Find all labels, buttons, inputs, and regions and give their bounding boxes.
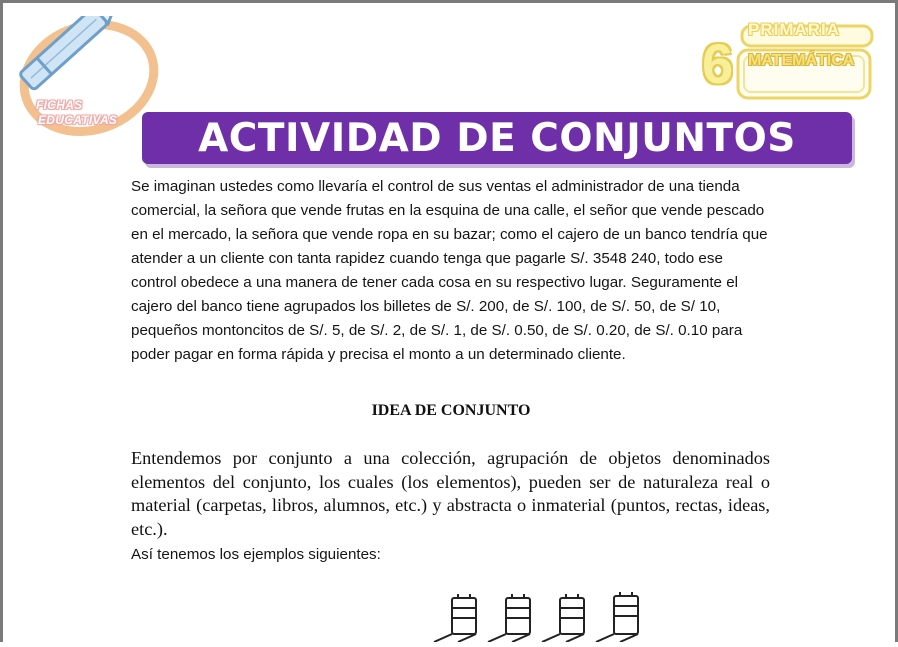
badge-subject: MATEMÁTICA: [748, 52, 855, 69]
chair-icon: [542, 594, 584, 642]
definition-paragraph: Entendemos por conjunto a una colección, agrupación de objetos denominados elementos del conjunto, los cuales (los elementos), pueden ser de naturaleza real o material (carpetas, libros, alumnos, etc.) y abstracta o inmaterial (puntos, rectas, ideas, etc.).: [131, 448, 770, 539]
grade-number: 6: [702, 32, 734, 95]
badge-level: PRIMARIA: [748, 20, 841, 39]
chair-icon: [596, 592, 638, 642]
page-border-top: [0, 0, 898, 3]
page-border-left: [0, 0, 3, 642]
examples-intro: Así tenemos los ejemplos siguientes:: [131, 546, 381, 563]
logo-line-2: EDUCATIVAS: [38, 113, 118, 127]
section-heading: IDEA DE CONJUNTO: [371, 402, 531, 419]
chairs-icon: [428, 588, 658, 642]
chair-icon: [434, 594, 476, 642]
page-title: ACTIVIDAD DE CONJUNTOS: [198, 116, 796, 161]
title-banner: [142, 112, 852, 164]
intro-paragraph: Se imaginan ustedes como llevaría el control de sus ventas el administrador de una tienda comercial, la señora que vende frutas en la esquina de una calle, el señor que vende pescado en el mercado, la señora que vende ropa en su bazar; como el cajero de un banco tendría que atender a un cliente con tanta rapidez cuando tenga que pagarle S/. 3548 240, todo ese control obedece a una manera de tener cada cosa en su respectivo lugar. Seguramente el cajero del banco tiene agrupados los billetes de S/. 200, de S/. 100, de S/. 50, de S/ 10, pequeños montoncitos de S/. 5, de S/. 2, de S/. 1, de S/. 0.50, de S/. 0.20, de S/. 0.10 para poder pagar en forma rápida y precisa el monto a un determinado cliente.: [131, 178, 768, 363]
chair-icon: [488, 594, 530, 642]
chairs-illustration: [428, 588, 658, 642]
logo-line-1: FICHAS: [36, 98, 83, 112]
